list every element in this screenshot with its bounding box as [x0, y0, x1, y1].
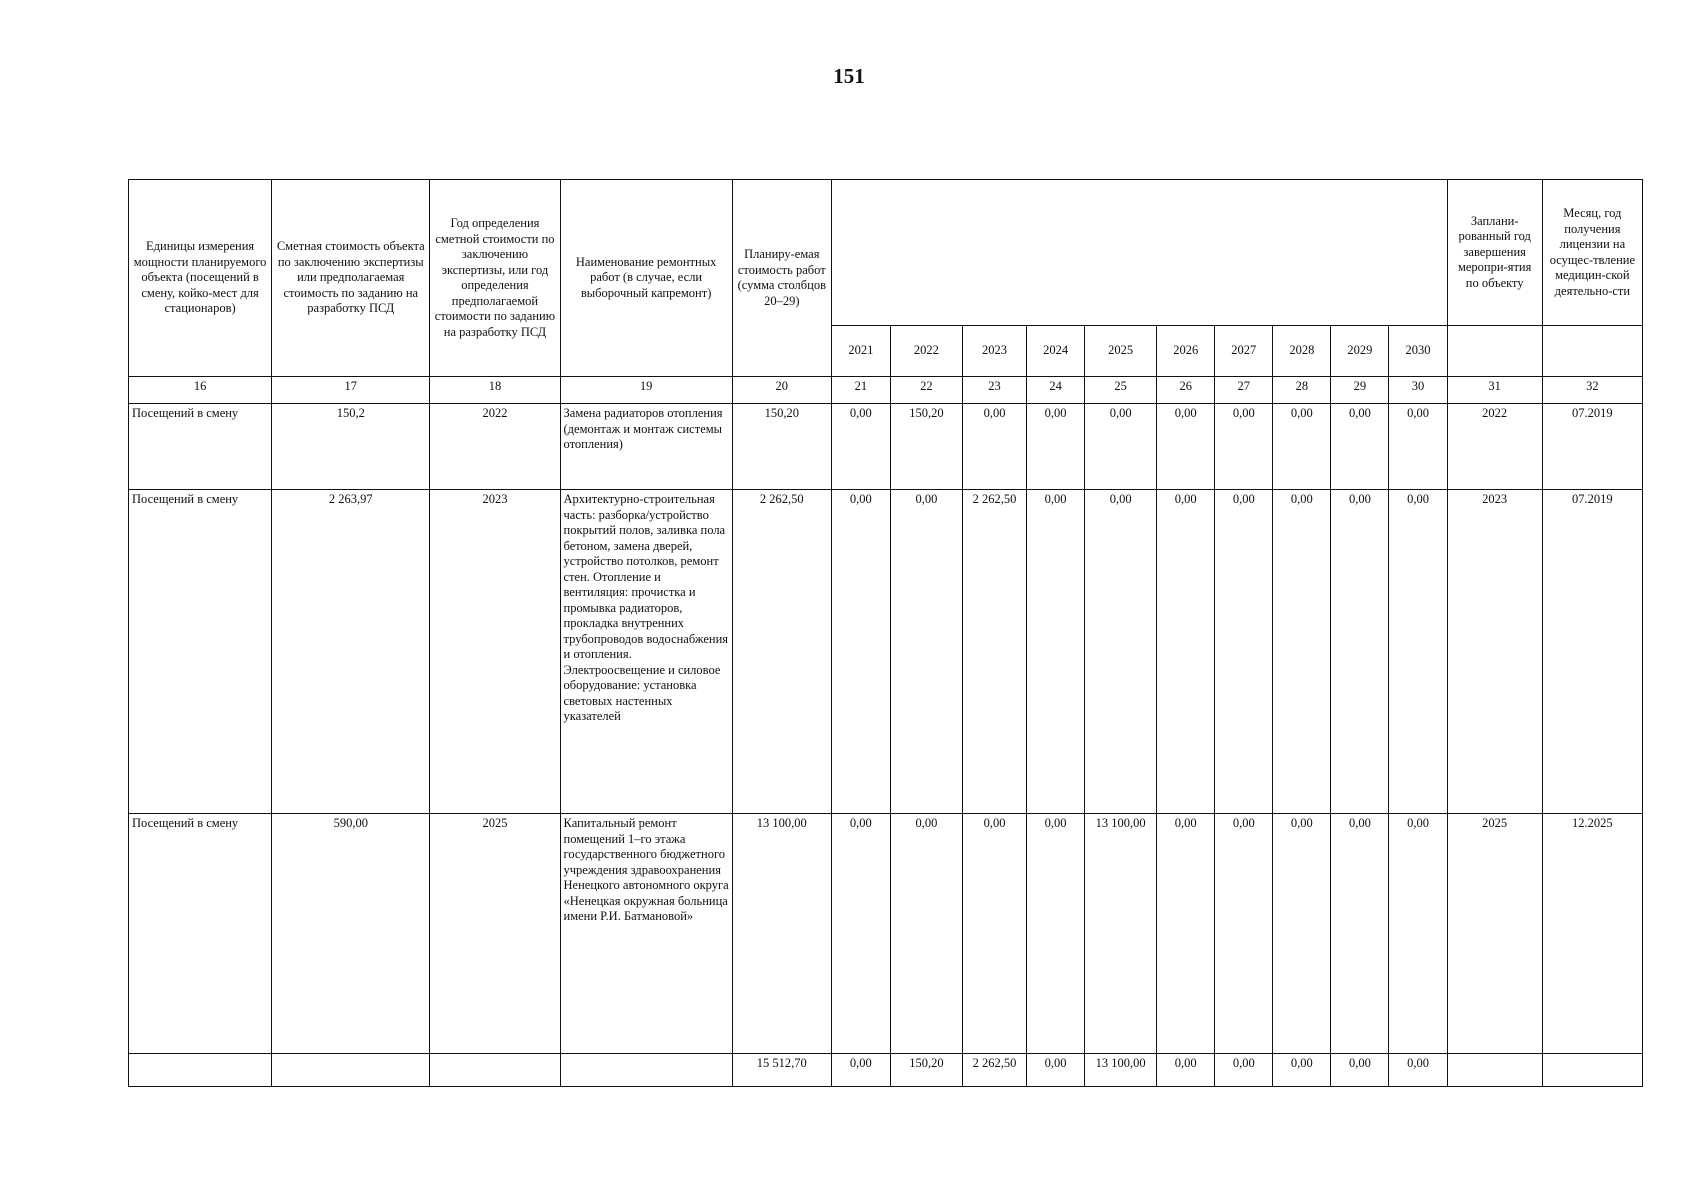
header-year: 2023 — [962, 326, 1026, 377]
column-number: 32 — [1542, 377, 1642, 404]
cell-year-value: 0,00 — [1027, 490, 1085, 814]
header-year: 2024 — [1027, 326, 1085, 377]
cell-year-value: 0,00 — [1027, 814, 1085, 1054]
cell-year-value: 0,00 — [1273, 814, 1331, 1054]
header-completion-year: Заплани-рованный год завершения меропри-ятия по объекту — [1447, 180, 1542, 326]
cell-year-value: 0,00 — [1331, 404, 1389, 490]
total-year-value: 0,00 — [1157, 1054, 1215, 1087]
header-works: Наименование ремонтных работ (в случае, если выборочный капремонт) — [560, 180, 732, 377]
cell-year-value: 0,00 — [831, 404, 890, 490]
cell-unit: Посещений в смену — [129, 814, 272, 1054]
cell-year-value: 0,00 — [1157, 404, 1215, 490]
cell-cost: 590,00 — [272, 814, 430, 1054]
cell-year-value: 0,00 — [1273, 490, 1331, 814]
column-number: 21 — [831, 377, 890, 404]
cell-works: Замена радиаторов отопления (демонтаж и монтаж системы отопления) — [560, 404, 732, 490]
cell-year-value: 0,00 — [1215, 490, 1273, 814]
column-number: 28 — [1273, 377, 1331, 404]
header-planned-cost: Планиру-емая стоимость работ (сумма столбцов 20–29) — [732, 180, 831, 377]
column-number: 29 — [1331, 377, 1389, 404]
cell-year-value: 0,00 — [962, 814, 1026, 1054]
cell-cost-year: 2022 — [430, 404, 560, 490]
cell-year-value: 0,00 — [1215, 404, 1273, 490]
total-year-value: 0,00 — [1273, 1054, 1331, 1087]
column-number: 20 — [732, 377, 831, 404]
cell-completion-year: 2023 — [1447, 490, 1542, 814]
cell-year-value: 0,00 — [1157, 814, 1215, 1054]
header-estimated-cost: Сметная стоимость объекта по заключению экспертизы или предполагаемая стоимость по заданию на разработку ПСД — [272, 180, 430, 377]
header-empty-cell — [1542, 326, 1642, 377]
cell-year-value: 0,00 — [1331, 490, 1389, 814]
cell-unit: Посещений в смену — [129, 490, 272, 814]
column-number-row — [129, 377, 1643, 404]
cell-year-value: 0,00 — [1389, 404, 1447, 490]
cell-works: Архитектурно-строительная часть: разборка/устройство покрытий полов, заливка пола бетоном, замена дверей, устройство потолков, ремонт стен. Отопление и вентиляция: прочистка и промывка радиаторов, прокладка внутренних трубопроводов водоснабжения и отопления. Электроосвещение и силовое оборудование: установка световых настенных указателей — [560, 490, 732, 814]
header-unit: Единицы измерения мощности планируемого объекта (посещений в смену, койко-мест для стационаров) — [129, 180, 272, 377]
cell-planned: 150,20 — [732, 404, 831, 490]
column-number: 16 — [129, 377, 272, 404]
page-number: 151 — [833, 64, 865, 88]
header-year: 2029 — [1331, 326, 1389, 377]
column-number: 27 — [1215, 377, 1273, 404]
header-license: Месяц, год получения лицензии на осущес-твление медицин-ской деятельно-сти — [1542, 180, 1642, 326]
table-row — [129, 814, 1643, 1054]
column-number: 31 — [1447, 377, 1542, 404]
cell-works: Капитальный ремонт помещений 1–го этажа государственного бюджетного учреждения здравоохранения Ненецкого автономного округа «Ненецкая окружная больница имени Р.И. Батмановой» — [560, 814, 732, 1054]
table-row — [129, 404, 1643, 490]
column-number: 19 — [560, 377, 732, 404]
capital-repair-table — [128, 179, 1643, 1087]
column-number: 30 — [1389, 377, 1447, 404]
total-empty-cell — [272, 1054, 430, 1087]
cell-year-value: 0,00 — [890, 814, 962, 1054]
cell-planned: 2 262,50 — [732, 490, 831, 814]
total-empty-cell — [430, 1054, 560, 1087]
cell-year-value: 0,00 — [1157, 490, 1215, 814]
total-empty-cell — [560, 1054, 732, 1087]
cell-year-value: 2 262,50 — [962, 490, 1026, 814]
cell-year-value: 0,00 — [890, 490, 962, 814]
total-year-value: 0,00 — [1331, 1054, 1389, 1087]
header-year: 2027 — [1215, 326, 1273, 377]
cell-license: 12.2025 — [1542, 814, 1642, 1054]
column-number: 22 — [890, 377, 962, 404]
column-number: 26 — [1157, 377, 1215, 404]
column-number: 23 — [962, 377, 1026, 404]
header-cost-year: Год определения сметной стоимости по заключению экспертизы, или год определения предполагаемой стоимости по заданию на разработку ПСД — [430, 180, 560, 377]
cell-cost-year: 2023 — [430, 490, 560, 814]
cell-completion-year: 2022 — [1447, 404, 1542, 490]
total-planned: 15 512,70 — [732, 1054, 831, 1087]
table-row — [129, 490, 1643, 814]
total-row — [129, 1054, 1643, 1087]
column-number: 17 — [272, 377, 430, 404]
header-years-group — [831, 180, 1447, 326]
cell-year-value: 0,00 — [831, 490, 890, 814]
header-year: 2021 — [831, 326, 890, 377]
cell-year-value: 0,00 — [831, 814, 890, 1054]
total-empty-cell — [1542, 1054, 1642, 1087]
cell-cost-year: 2025 — [430, 814, 560, 1054]
header-year: 2025 — [1085, 326, 1157, 377]
total-year-value: 0,00 — [1215, 1054, 1273, 1087]
cell-year-value: 0,00 — [1331, 814, 1389, 1054]
cell-unit: Посещений в смену — [129, 404, 272, 490]
cell-cost: 2 263,97 — [272, 490, 430, 814]
cell-year-value: 0,00 — [1389, 490, 1447, 814]
column-number: 25 — [1085, 377, 1157, 404]
cell-year-value: 0,00 — [1027, 404, 1085, 490]
cell-license: 07.2019 — [1542, 490, 1642, 814]
column-number: 24 — [1027, 377, 1085, 404]
total-year-value: 13 100,00 — [1085, 1054, 1157, 1087]
cell-year-value: 0,00 — [1215, 814, 1273, 1054]
header-row — [129, 180, 1643, 326]
total-year-value: 0,00 — [831, 1054, 890, 1087]
cell-year-value: 150,20 — [890, 404, 962, 490]
cell-year-value: 0,00 — [962, 404, 1026, 490]
header-empty-cell — [1447, 326, 1542, 377]
cell-year-value: 13 100,00 — [1085, 814, 1157, 1054]
cell-year-value: 0,00 — [1085, 404, 1157, 490]
cell-year-value: 0,00 — [1273, 404, 1331, 490]
total-empty-cell — [1447, 1054, 1542, 1087]
header-year: 2026 — [1157, 326, 1215, 377]
cell-year-value: 0,00 — [1085, 490, 1157, 814]
header-year: 2030 — [1389, 326, 1447, 377]
header-year: 2028 — [1273, 326, 1331, 377]
total-year-value: 2 262,50 — [962, 1054, 1026, 1087]
column-number: 18 — [430, 377, 560, 404]
header-year: 2022 — [890, 326, 962, 377]
cell-planned: 13 100,00 — [732, 814, 831, 1054]
cell-completion-year: 2025 — [1447, 814, 1542, 1054]
total-empty-cell — [129, 1054, 272, 1087]
total-year-value: 0,00 — [1389, 1054, 1447, 1087]
cell-license: 07.2019 — [1542, 404, 1642, 490]
total-year-value: 0,00 — [1027, 1054, 1085, 1087]
cell-year-value: 0,00 — [1389, 814, 1447, 1054]
cell-cost: 150,2 — [272, 404, 430, 490]
total-year-value: 150,20 — [890, 1054, 962, 1087]
